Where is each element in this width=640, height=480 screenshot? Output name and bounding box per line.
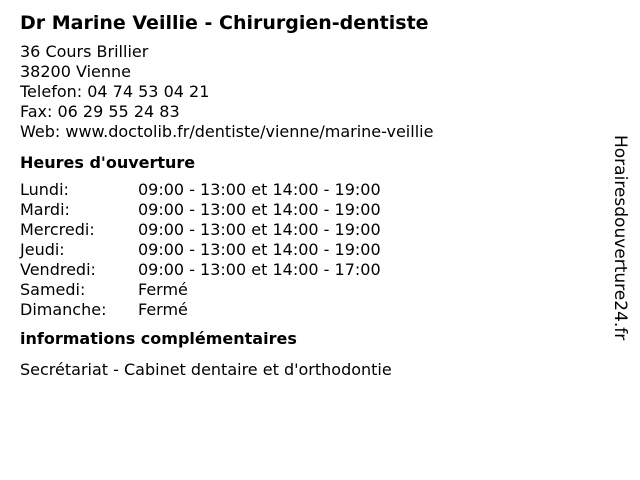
- time-range: Fermé: [138, 300, 188, 319]
- street-address: 36 Cours Brillier: [20, 42, 149, 61]
- hours-row-monday: [20, 180, 590, 200]
- time-range: 09:00 - 13:00 et 14:00 - 19:00: [138, 220, 381, 239]
- day-label: Mardi:: [20, 200, 70, 219]
- day-label: Dimanche:: [20, 300, 107, 319]
- time-range: Fermé: [138, 280, 188, 299]
- hours-row-sunday: [20, 300, 590, 320]
- day-label: Vendredi:: [20, 260, 96, 279]
- business-name: Dr Marine Veillie - Chirurgien-dentiste: [20, 12, 429, 34]
- business-card: [20, 10, 590, 380]
- website-link[interactable]: Web: www.doctolib.fr/dentiste/vienne/marine-veillie: [20, 122, 434, 141]
- time-range: 09:00 - 13:00 et 14:00 - 19:00: [138, 240, 381, 259]
- opening-hours-table: [20, 180, 590, 320]
- day-label: Jeudi:: [20, 240, 65, 259]
- day-label: Mercredi:: [20, 220, 95, 239]
- day-label: Lundi:: [20, 180, 69, 199]
- hours-row-tuesday: [20, 200, 590, 220]
- opening-hours-heading: Heures d'ouverture: [20, 153, 196, 172]
- hours-row-thursday: [20, 240, 590, 260]
- phone-number: Telefon: 04 74 53 04 21: [20, 82, 210, 101]
- day-label: Samedi:: [20, 280, 86, 299]
- contact-block: [20, 42, 590, 142]
- site-watermark: Horairesdouverture24.fr: [610, 135, 630, 341]
- additional-info-text: Secrétariat - Cabinet dentaire et d'orthodontie: [20, 360, 392, 379]
- additional-info-heading: informations complémentaires: [20, 329, 297, 348]
- hours-row-saturday: [20, 280, 590, 300]
- time-range: 09:00 - 13:00 et 14:00 - 17:00: [138, 260, 381, 279]
- time-range: 09:00 - 13:00 et 14:00 - 19:00: [138, 180, 381, 199]
- fax-number: Fax: 06 29 55 24 83: [20, 102, 180, 121]
- hours-row-wednesday: [20, 220, 590, 240]
- time-range: 09:00 - 13:00 et 14:00 - 19:00: [138, 200, 381, 219]
- hours-row-friday: [20, 260, 590, 280]
- city-postal: 38200 Vienne: [20, 62, 131, 81]
